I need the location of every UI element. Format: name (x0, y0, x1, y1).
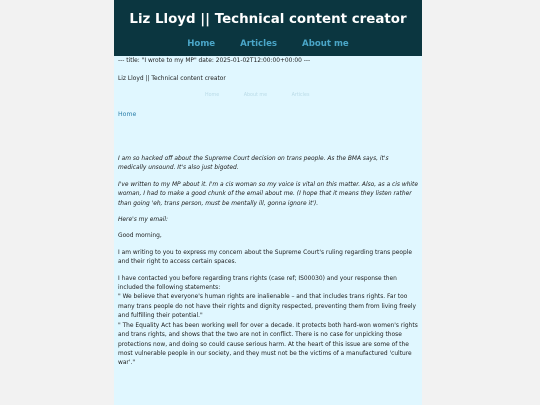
site-header (114, 0, 422, 56)
nav-articles[interactable]: Articles (240, 39, 278, 49)
email-greeting: Good morning, (118, 233, 162, 240)
content (114, 58, 422, 369)
email-quotes-block (118, 275, 418, 369)
faint-nav (205, 93, 418, 98)
email-paragraph: I have contacted you before regarding trans rights (case ref; IS00030) and your response then included the following statements: (118, 275, 397, 292)
intro-paragraph: I am so hacked off about the Supreme Court decision on trans people. As the BMA says, it's medically unsound. It's also just bigoted. (118, 156, 389, 172)
nav-about-me[interactable]: About me (302, 39, 349, 49)
context-paragraph: I've written to my MP about it. I'm a cis woman so my voice is vital on this matter. Also, as a cis white woman, I had to make a good chunk of the email about me. (I hope that it means they listen rather than going 'eh, trans person, must be mentally ill, gonna ignore it'). (118, 181, 418, 207)
page-column (114, 0, 422, 405)
site-title: Liz Lloyd || Technical content creator (129, 12, 407, 27)
quoted-statement: " The Equality Act has been working well for over a decade. It protects both hard-won women's rights and trans rights, and shows that the two are not in conflict. There is no case for unpicking those protections now, and doing so could cause serious harm. At the heart of this issue are some of the most vulnerable people in our society, and they must not be the victims of a manufactured 'culture war'." (118, 322, 418, 367)
faint-nav-home[interactable]: Home (205, 93, 220, 98)
faint-nav-articles[interactable]: Articles (291, 93, 310, 98)
nav-home[interactable]: Home (187, 39, 216, 49)
repeat-title: Liz Lloyd || Technical content creator (118, 76, 226, 82)
faint-nav-about-me[interactable]: About me (243, 93, 268, 98)
main-nav (114, 39, 422, 49)
quoted-statement: " We believe that everyone's human rights are inalienable – and that includes trans rights. Far too many trans people do not have their rights and dignity respected, preventing them from living freely and fulfilling their potential." (118, 294, 416, 320)
home-link[interactable]: Home (118, 111, 137, 118)
email-intro: Here's my email: (118, 217, 168, 224)
email-paragraph: I am writing to you to express my concern about the Supreme Court's ruling regarding trans people and their right to access certain spaces. (118, 249, 412, 266)
front-matter: --- title: "I wrote to my MP" date: 2025-01-02T12:00:00+00:00 --- (118, 58, 311, 64)
